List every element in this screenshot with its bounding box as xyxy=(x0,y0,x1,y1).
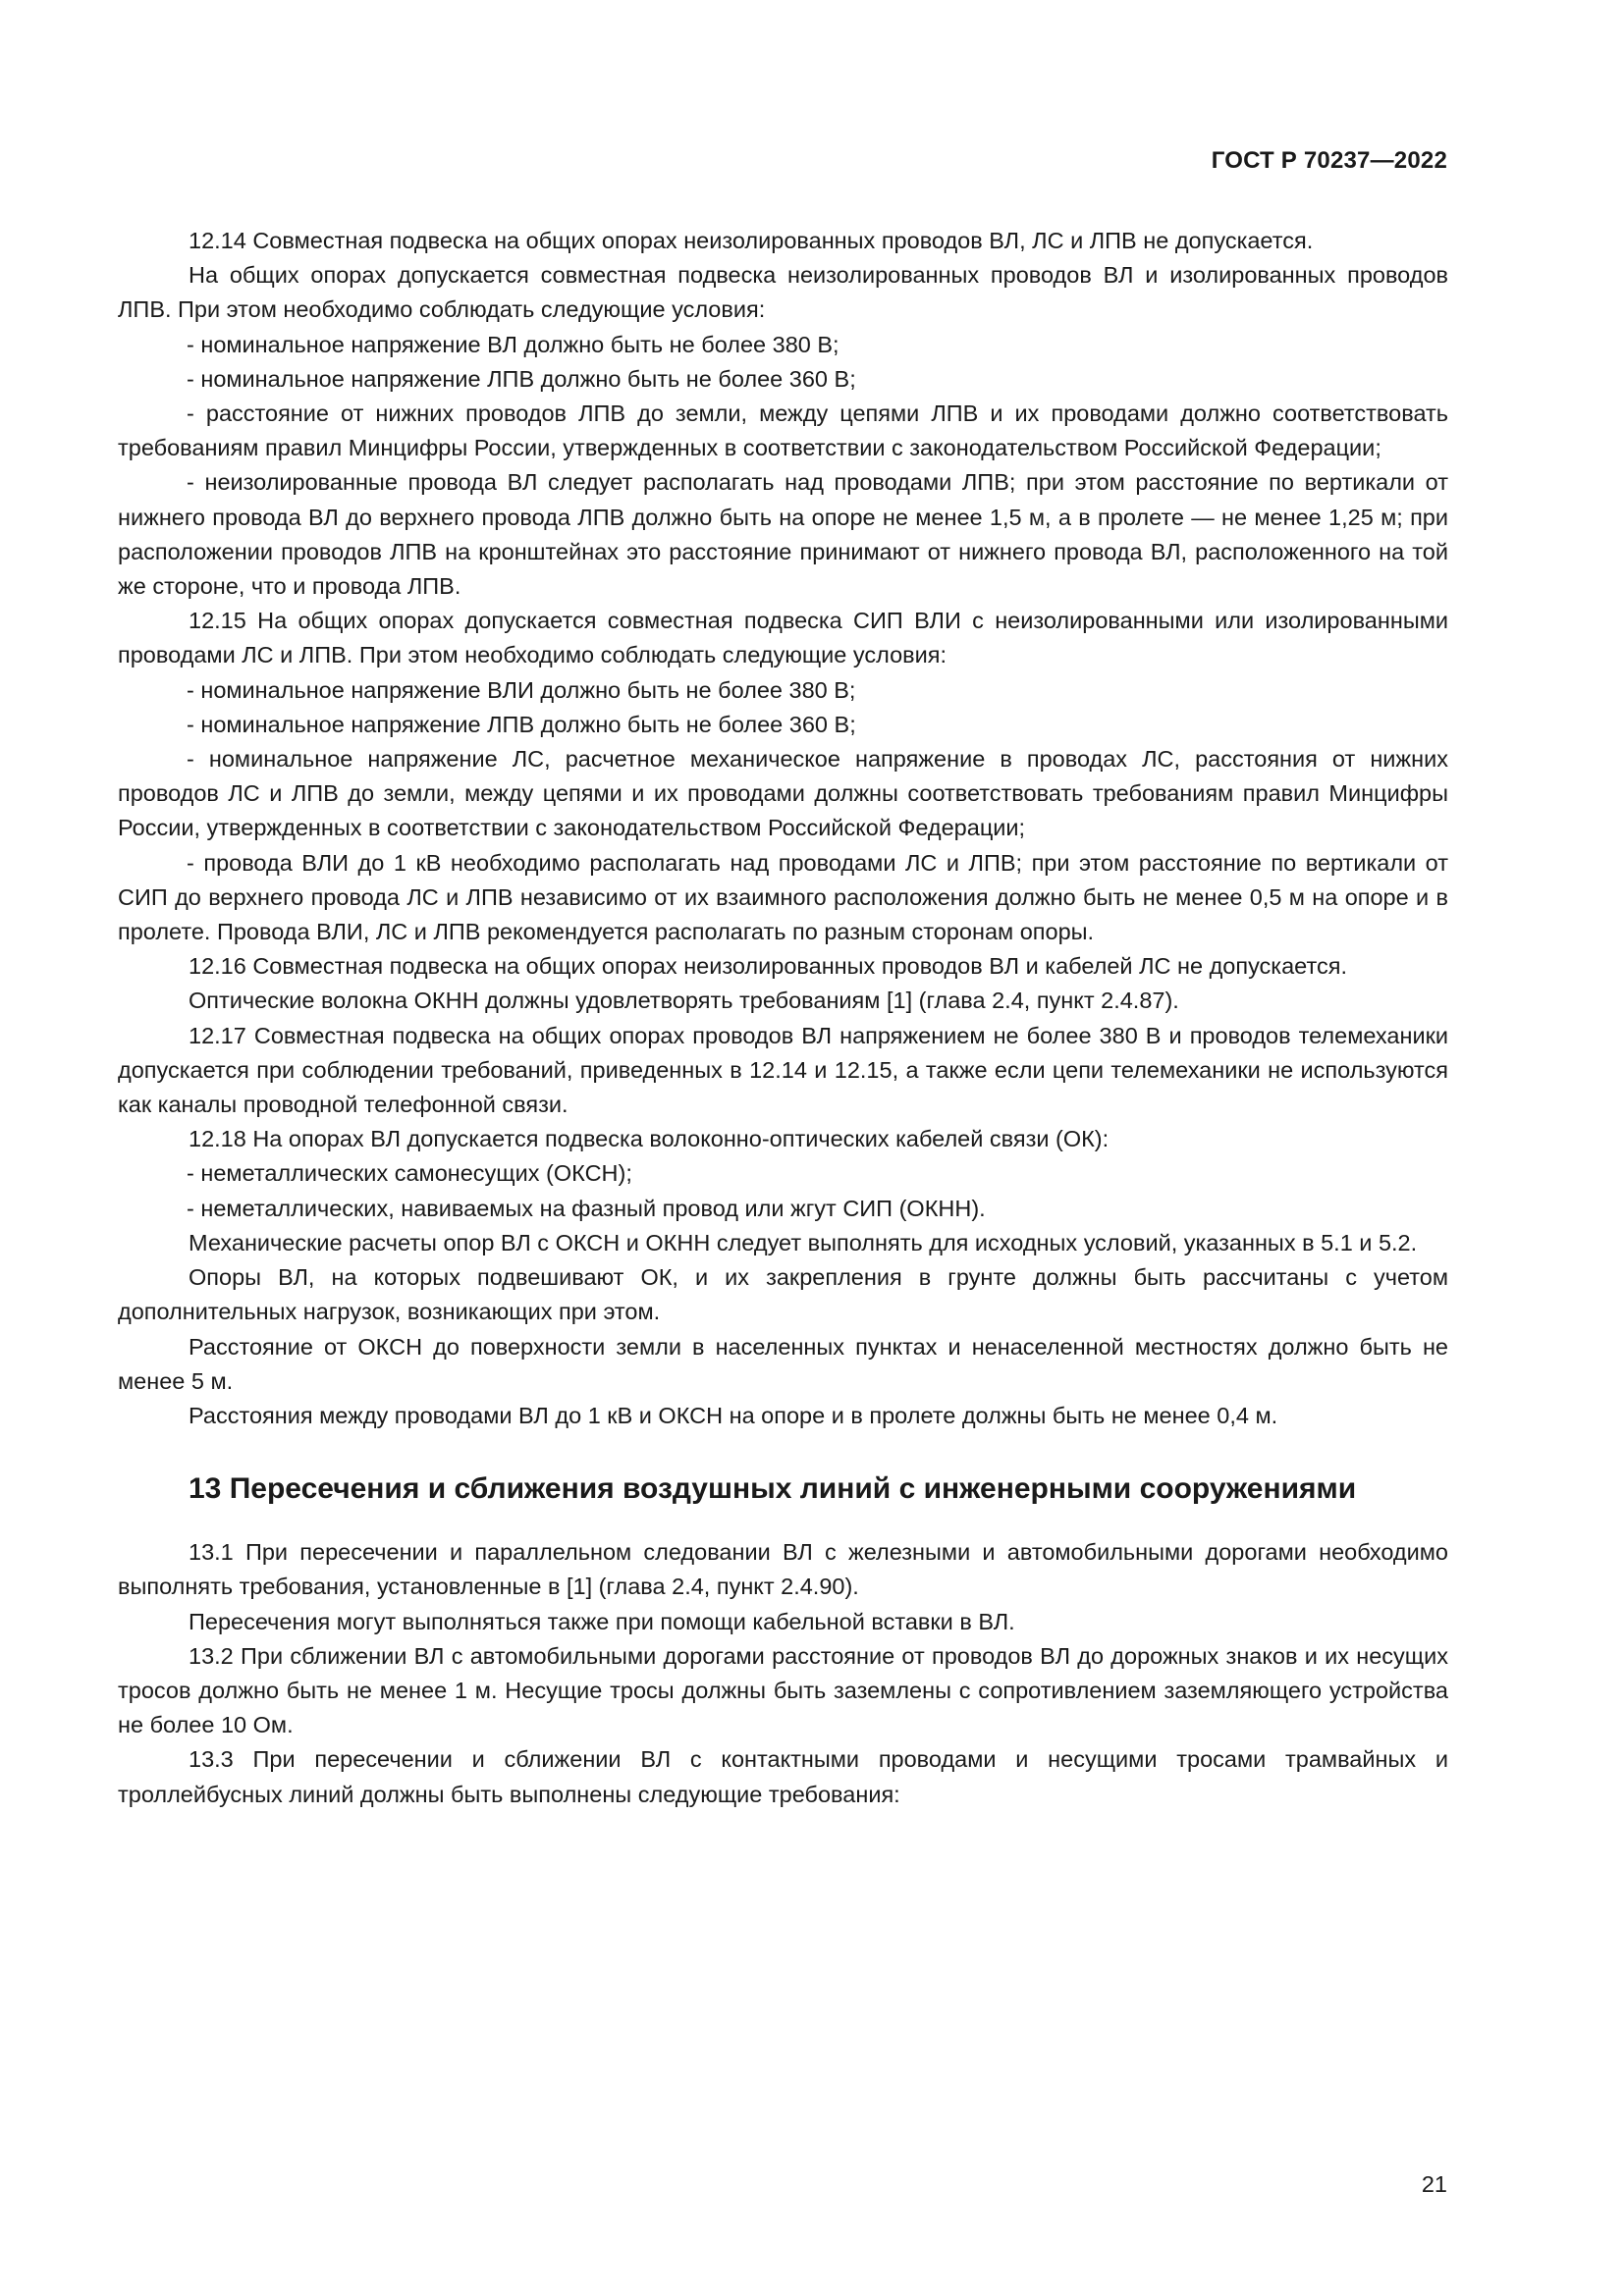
paragraph: Расстояние от ОКСН до поверхности земли в населенных пунктах и ненаселенной местностях должно быть не менее 5 м. xyxy=(118,1333,1448,1394)
list-item: - неизолированные провода ВЛ следует располагать над проводами ЛПВ; при этом расстояние по вертикали от нижнего провода ВЛ до верхнего провода ЛПВ должно быть на опоре не менее 1,5 м, а в пролете — не менее 1,25 м; при расположении проводов ЛПВ на кронштейнах это расстояние принимают от нижнего провода ВЛ, расположенного на той же стороне, что и провода ЛПВ. xyxy=(118,469,1448,600)
paragraph: Расстояния между проводами ВЛ до 1 кВ и ОКСН на опоре и в пролете должны быть не менее 0,4 м. xyxy=(189,1402,1278,1428)
list-item: - неметаллических, навиваемых на фазный провод или жгут СИП (ОКНН). xyxy=(187,1195,986,1221)
paragraph: Опоры ВЛ, на которых подвешивают ОК, и их закрепления в грунте должны быть рассчитаны с учетом дополнительных нагрузок, возникающих при этом. xyxy=(118,1264,1448,1325)
paragraph-12-15: 12.15 На общих опорах допускается совместная подвеска СИП ВЛИ с неизолированными или изолированными проводами ЛС и ЛПВ. При этом необходимо соблюдать следующие условия: xyxy=(118,608,1448,668)
paragraph-12-14: 12.14 Совместная подвеска на общих опорах неизолированных проводов ВЛ, ЛС и ЛПВ не допускается. xyxy=(189,228,1314,253)
section-heading-13: 13 Пересечения и сближения воздушных линий с инженерными сооружениями xyxy=(189,1472,1357,1506)
paragraph-13-3: 13.3 При пересечении и сближении ВЛ с контактными проводами и несущими тросами трамвайных и троллейбусных линий должны быть выполнены следующие требования: xyxy=(118,1746,1448,1807)
list-item: - номинальное напряжение ЛПВ должно быть не более 360 В; xyxy=(187,365,856,392)
paragraph-13-1: 13.1 При пересечении и параллельном следовании ВЛ с железными и автомобильными дорогами необходимо выполнять требования, установленные в [1] (глава 2.4, пункт 2.4.90). xyxy=(118,1539,1448,1600)
document-code: ГОСТ Р 70237—2022 xyxy=(1211,147,1447,174)
paragraph: Механические расчеты опор ВЛ с ОКСН и ОКНН следует выполнять для исходных условий, указанных в 5.1 и 5.2. xyxy=(189,1229,1418,1255)
paragraph-12-18: 12.18 На опорах ВЛ допускается подвеска волоконно-оптических кабелей связи (ОК): xyxy=(189,1126,1110,1152)
list-item: - номинальное напряжение ЛС, расчетное механическое напряжение в проводах ЛС, расстояния от нижних проводов ЛС и ЛПВ до земли, между цепями и их проводами должны соответствовать требованиям правил Минцифры России, утвержденных в соответствии с законодательством Российской Федерации; xyxy=(118,746,1448,841)
paragraph-13-2: 13.2 При сближении ВЛ с автомобильными дорогами расстояние от проводов ВЛ до дорожных знаков и их несущих тросов должно быть не менее 1 м. Несущие тросы должны быть заземлены с сопротивлением заземляющего устройства не более 10 Ом. xyxy=(118,1642,1448,1738)
paragraph-12-17: 12.17 Совместная подвеска на общих опорах проводов ВЛ напряжением не более 380 В и проводов телемеханики допускается при соблюдении требований, приведенных в 12.14 и 12.15, а также если цепи телемеханики не используются как каналы проводной телефонной связи. xyxy=(118,1022,1448,1118)
list-item: - номинальное напряжение ЛПВ должно быть не более 360 В; xyxy=(187,711,856,737)
list-item: - провода ВЛИ до 1 кВ необходимо располагать над проводами ЛС и ЛПВ; при этом расстояние по вертикали от СИП до верхнего провода ЛС и ЛПВ независимо от их взаимного расположения должно быть не менее 0,5 м на опоре и в пролете. Провода ВЛИ, ЛС и ЛПВ рекомендуется располагать по разным сторонам опоры. xyxy=(118,849,1448,945)
paragraph: Пересечения могут выполняться также при помощи кабельной вставки в ВЛ. xyxy=(189,1608,1015,1634)
list-item: - расстояние от нижних проводов ЛПВ до земли, между цепями ЛПВ и их проводами должно соответствовать требованиям правил Минцифры России, утвержденных в соответствии с законодательством Российской Федерации; xyxy=(118,400,1448,461)
paragraph: На общих опорах допускается совместная подвеска неизолированных проводов ВЛ и изолированных проводов ЛПВ. При этом необходимо соблюдать следующие условия: xyxy=(118,262,1448,323)
paragraph-12-16: 12.16 Совместная подвеска на общих опорах неизолированных проводов ВЛ и кабелей ЛС не допускается. xyxy=(189,953,1347,980)
list-item: - номинальное напряжение ВЛ должно быть не более 380 В; xyxy=(187,331,839,357)
list-item: - номинальное напряжение ВЛИ должно быть не более 380 В; xyxy=(187,676,856,703)
page-number: 21 xyxy=(1421,2171,1447,2197)
list-item: - неметаллических самонесущих (ОКСН); xyxy=(187,1160,632,1187)
document-body xyxy=(118,224,1448,1812)
paragraph: Оптические волокна ОКНН должны удовлетворять требованиям [1] (глава 2.4, пункт 2.4.87). xyxy=(189,988,1179,1014)
